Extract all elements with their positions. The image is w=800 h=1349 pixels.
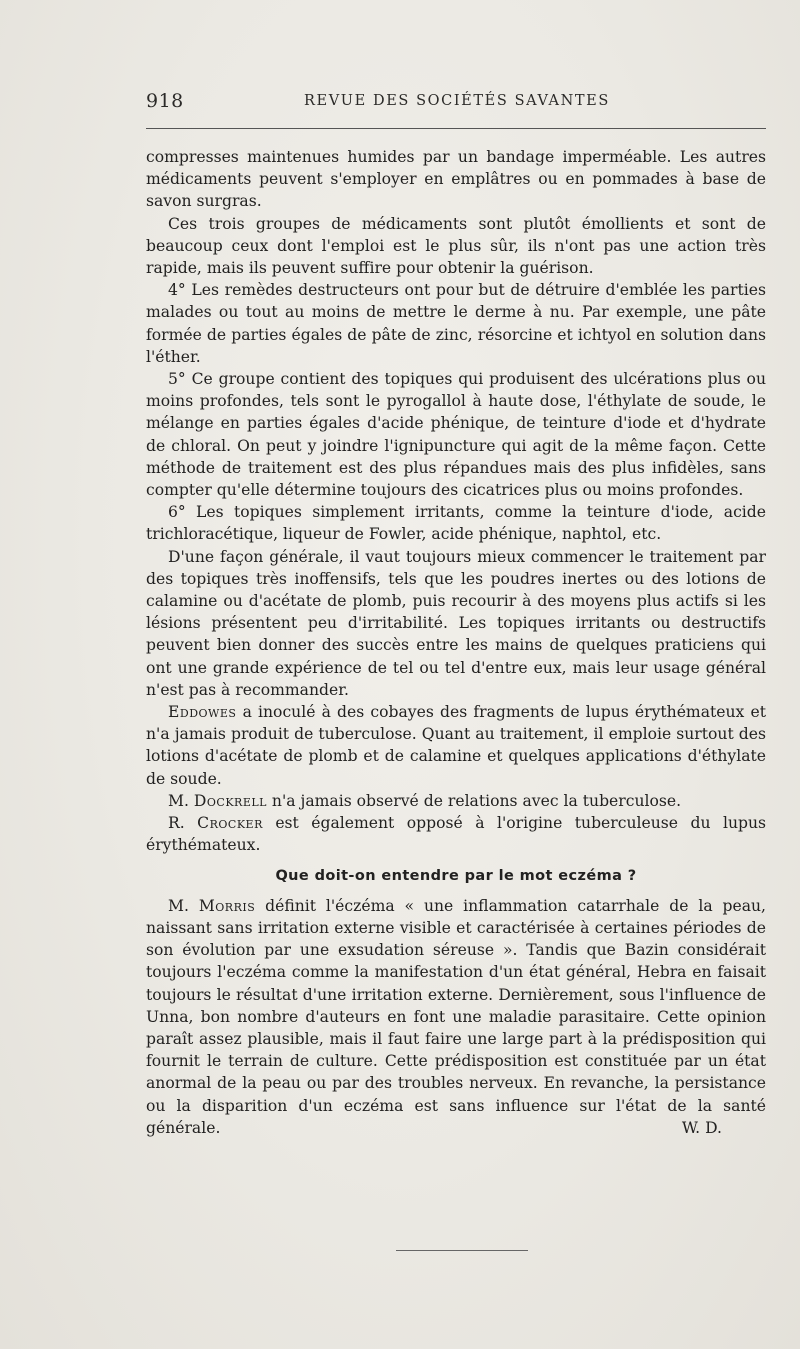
paragraph-text: définit l'éczéma « une inflammation catarrhale de la peau, naissant sans irritation externe visible et caractérisée à certaines périodes de son évolution par une exsudation séreuse ». Tandis que Bazin considérait toujours l'eczéma comme la manifestation d'un état général, Hebra en faisait toujours le résultat d'une irritation externe. Dernièrement, sous l'influence de Unna, bon nombre d'auteurs en font une maladie parasitaire. Cette opinion paraît assez plausible, mais il faut faire une large part à la prédisposition qui fournit le terrain de culture. Cette prédisposition est constituée par un état anormal de la peau ou par des troubles nerveux. En revanche, la persistance ou la disparition d'un eczéma est sans influence sur l'état de la santé générale. <box>146 896 766 1137</box>
article-body <box>146 146 766 1139</box>
paragraph-morris <box>146 895 766 1139</box>
paragraph-crocker <box>146 812 766 856</box>
author-name: Morris <box>198 896 256 915</box>
paragraph-text: n'a jamais observé de relations avec la tuberculose. <box>266 791 682 810</box>
honorific: M. <box>168 896 199 915</box>
paragraph <box>146 501 766 545</box>
paragraph-text: 4° Les remèdes destructeurs ont pour but de détruire d'emblée les parties malades ou tout au moins de mettre le derme à nu. Par exemple, une pâte formée de parties égales de pâte de zinc, résorcine et ichtyol en solution dans l'éther. <box>146 281 766 366</box>
page-number: 918 <box>146 90 184 112</box>
honorific: R. <box>168 814 198 833</box>
paragraph-eddowes <box>146 701 766 790</box>
paragraph-text: 5° Ce groupe contient des topiques qui produisent des ulcérations plus ou moins profondes, tels sont le pyrogallol à haute dose, l'éthylate de soude, le mélange en parties égales d'acide phénique, de teinture d'iode et d'hydrate de chloral. On peut y joindre l'ignipuncture qui agit de la même façon. Cette méthode de traitement est des plus répandues mais des plus infidèles, sans compter qu'elle détermine toujours des cicatrices plus ou moins profondes. <box>146 370 766 500</box>
header-rule <box>146 128 766 129</box>
paragraph-text: Ces trois groupes de médicaments sont plutôt émollients et sont de beaucoup ceux dont l'emploi est le plus sûr, ils n'ont pas une action très rapide, mais ils peuvent suffire pour obtenir la guérison. <box>146 214 766 278</box>
author-name: Eddowes <box>168 703 237 722</box>
honorific: M. <box>168 791 194 810</box>
paragraph <box>146 546 766 701</box>
author-name: Dockrell <box>193 791 267 810</box>
paragraph-text: 6° Les topiques simplement irritants, comme la teinture d'iode, acide trichloracétique, liqueur de Fowler, acide phénique, naphtol, etc. <box>146 503 766 544</box>
paragraph-text: est également opposé à l'origine tuberculeuse du lupus érythémateux. <box>146 814 767 855</box>
end-rule <box>396 1250 528 1251</box>
signature: W. D. <box>681 1118 722 1137</box>
paragraph <box>146 279 766 368</box>
running-title: REVUE DES SOCIÉTÉS SAVANTES <box>304 93 610 109</box>
paragraph-text: compresses maintenues humides par un bandage imperméable. Les autres médicaments peuvent s'employer en emplâtres ou en pommades à base de savon surgras. <box>146 148 766 211</box>
section-heading: Que doit-on entendre par le mot eczéma ? <box>275 867 637 884</box>
paragraph-text: a inoculé à des cobayes des fragments de lupus érythémateux et n'a jamais produit de tuberculose. Quant au traitement, il emploie surtout des lotions d'acétate de plomb et de calamine et quelques applications d'éthylate de soude. <box>146 703 766 788</box>
paragraph-dockrell <box>146 790 766 812</box>
author-name: Crocker <box>197 814 263 833</box>
paragraph-text: D'une façon générale, il vaut toujours mieux commencer le traitement par des topiques très inoffensifs, tels que les poudres inertes ou des lotions de calamine ou d'acétate de plomb, puis recourir à des moyens plus actifs si les lésions présentent peu d'irritabilité. Les topiques irritants ou destructifs peuvent bien donner des succès entre les mains de quelques praticiens qui ont une grande expérience de tel ou tel d'entre eux, mais leur usage général n'est pas à recommander. <box>146 547 766 699</box>
paragraph <box>146 368 766 501</box>
running-header <box>146 90 766 120</box>
paragraph <box>146 213 766 280</box>
paragraph-continuation <box>146 146 766 213</box>
